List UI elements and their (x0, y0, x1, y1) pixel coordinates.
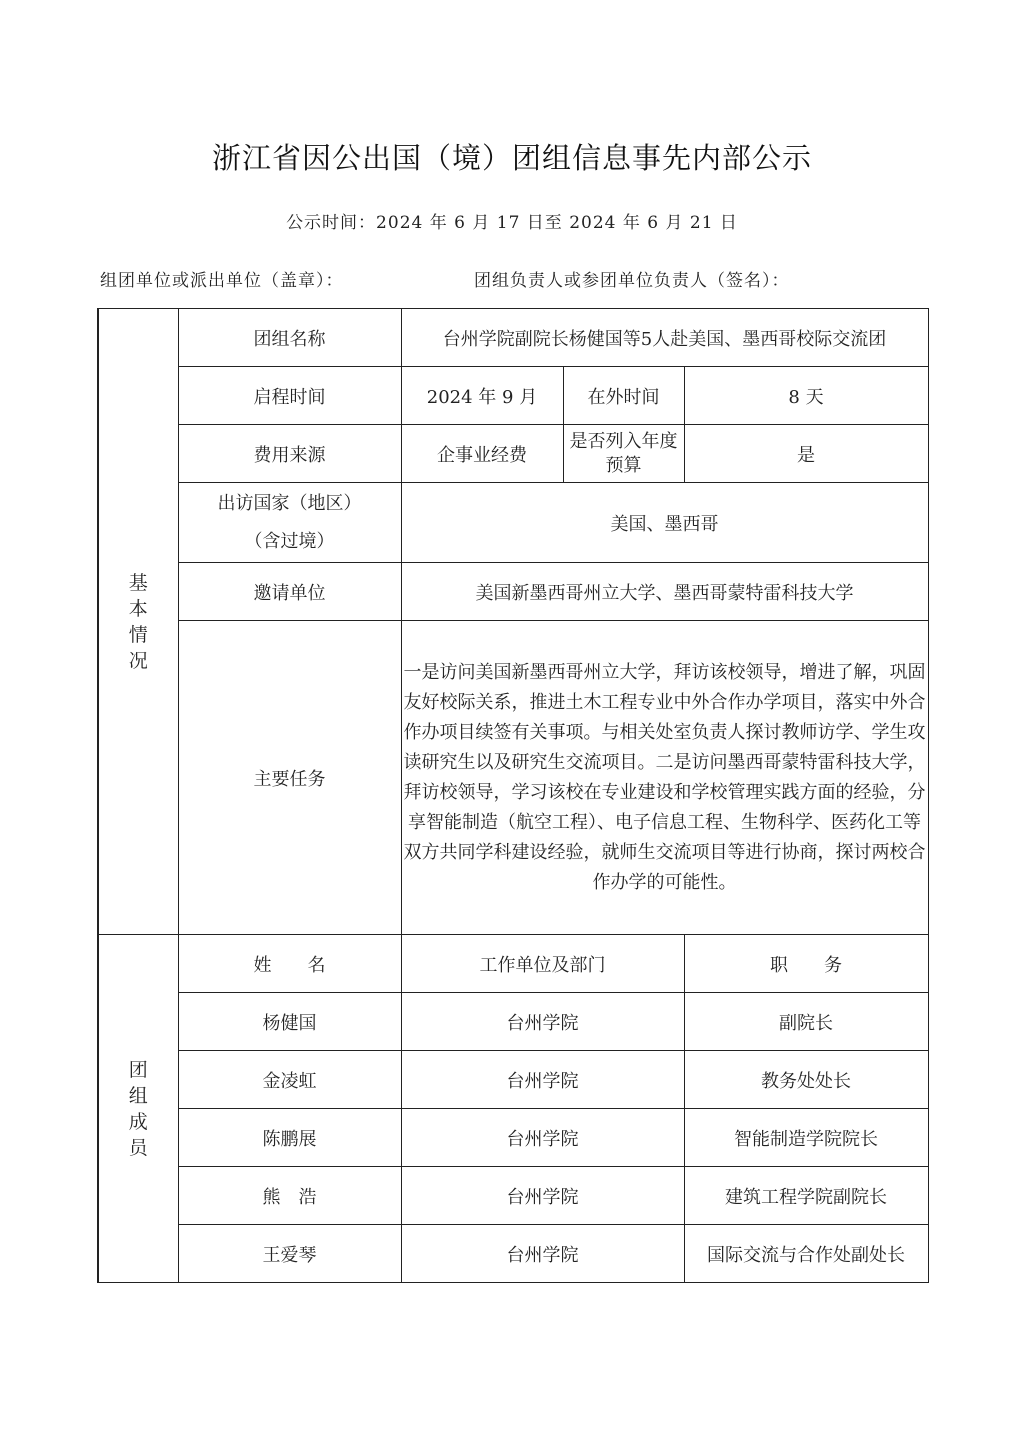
funding-value: 企事业经费 (401, 425, 563, 483)
member-post: 副院长 (684, 993, 928, 1051)
abroad-duration-value: 8 天 (684, 367, 928, 425)
member-name: 杨健国 (178, 993, 401, 1051)
inviter-value: 美国新墨西哥州立大学、墨西哥蒙特雷科技大学 (401, 563, 928, 621)
group-name-row (98, 309, 928, 367)
members-section-label: 团组成员 (98, 935, 178, 1283)
member-unit: 台州学院 (401, 1051, 684, 1109)
header-post: 职 务 (684, 935, 928, 993)
group-name-label: 团组名称 (178, 309, 401, 367)
member-post: 国际交流与合作处副处长 (684, 1225, 928, 1283)
countries-label-line1: 出访国家（地区） (217, 492, 362, 514)
countries-row (98, 483, 928, 563)
schedule-row (98, 367, 928, 425)
document-title: 浙江省因公出国（境）团组信息事先内部公示 (211, 141, 812, 175)
funding-row (98, 425, 928, 483)
member-unit: 台州学院 (401, 1167, 684, 1225)
tasks-row (98, 621, 928, 935)
member-unit: 台州学院 (401, 1225, 684, 1283)
table-row (98, 1225, 928, 1283)
table-row (98, 1109, 928, 1167)
member-post: 建筑工程学院副院长 (684, 1167, 928, 1225)
countries-value: 美国、墨西哥 (401, 483, 928, 563)
member-post: 智能制造学院院长 (684, 1109, 928, 1167)
funding-label: 费用来源 (178, 425, 401, 483)
table-row (98, 1167, 928, 1225)
tasks-label: 主要任务 (178, 621, 401, 935)
leader-signature-label: 团组负责人或参团单位负责人（签名）： (474, 271, 790, 291)
countries-label (178, 483, 401, 563)
member-name: 金凌虹 (178, 1051, 401, 1109)
member-name: 王爱琴 (178, 1225, 401, 1283)
departure-value: 2024 年 9 月 (401, 367, 563, 425)
departure-label: 启程时间 (178, 367, 401, 425)
header-name: 姓 名 (178, 935, 401, 993)
table-row (98, 1051, 928, 1109)
inviter-row (98, 563, 928, 621)
member-name: 熊 浩 (178, 1167, 401, 1225)
member-post: 教务处处长 (684, 1051, 928, 1109)
inviter-label: 邀请单位 (178, 563, 401, 621)
header-unit: 工作单位及部门 (401, 935, 684, 993)
organizing-unit-seal-label: 组团单位或派出单位（盖章）： (100, 271, 344, 291)
tasks-value: 一是访问美国新墨西哥州立大学，拜访该校领导，增进了解，巩固友好校际关系，推进土木工程专业中外合作办学项目，落实中外合作办项目续签有关事项。与相关处室负责人探讨教师访学、学生攻读研究生以及研究生交流项目。二是访问墨西哥蒙特雷科技大学，拜访校领导，学习该校在专业建设和学校管理实践方面的经验，分享智能制造（航空工程）、电子信息工程、生物科学、医药化工等双方共同学科建设经验，就师生交流项目等进行协商，探讨两校合作办学的可能性。 (401, 621, 928, 935)
publicity-period: 公示时间：2024 年 6 月 17 日至 2024 年 6 月 21 日 (286, 213, 738, 233)
budget-value: 是 (684, 425, 928, 483)
member-unit: 台州学院 (401, 993, 684, 1051)
budget-label: 是否列入年度预算 (563, 425, 684, 483)
table-row (98, 993, 928, 1051)
abroad-duration-label: 在外时间 (563, 367, 684, 425)
basic-section-label: 基本情况 (98, 309, 178, 935)
member-name: 陈鹏展 (178, 1109, 401, 1167)
group-name-value: 台州学院副院长杨健国等5人赴美国、墨西哥校际交流团 (401, 309, 928, 367)
members-header-row (98, 935, 928, 993)
info-table (97, 308, 929, 1283)
member-unit: 台州学院 (401, 1109, 684, 1167)
countries-label-line2: （含过境） (244, 530, 335, 552)
